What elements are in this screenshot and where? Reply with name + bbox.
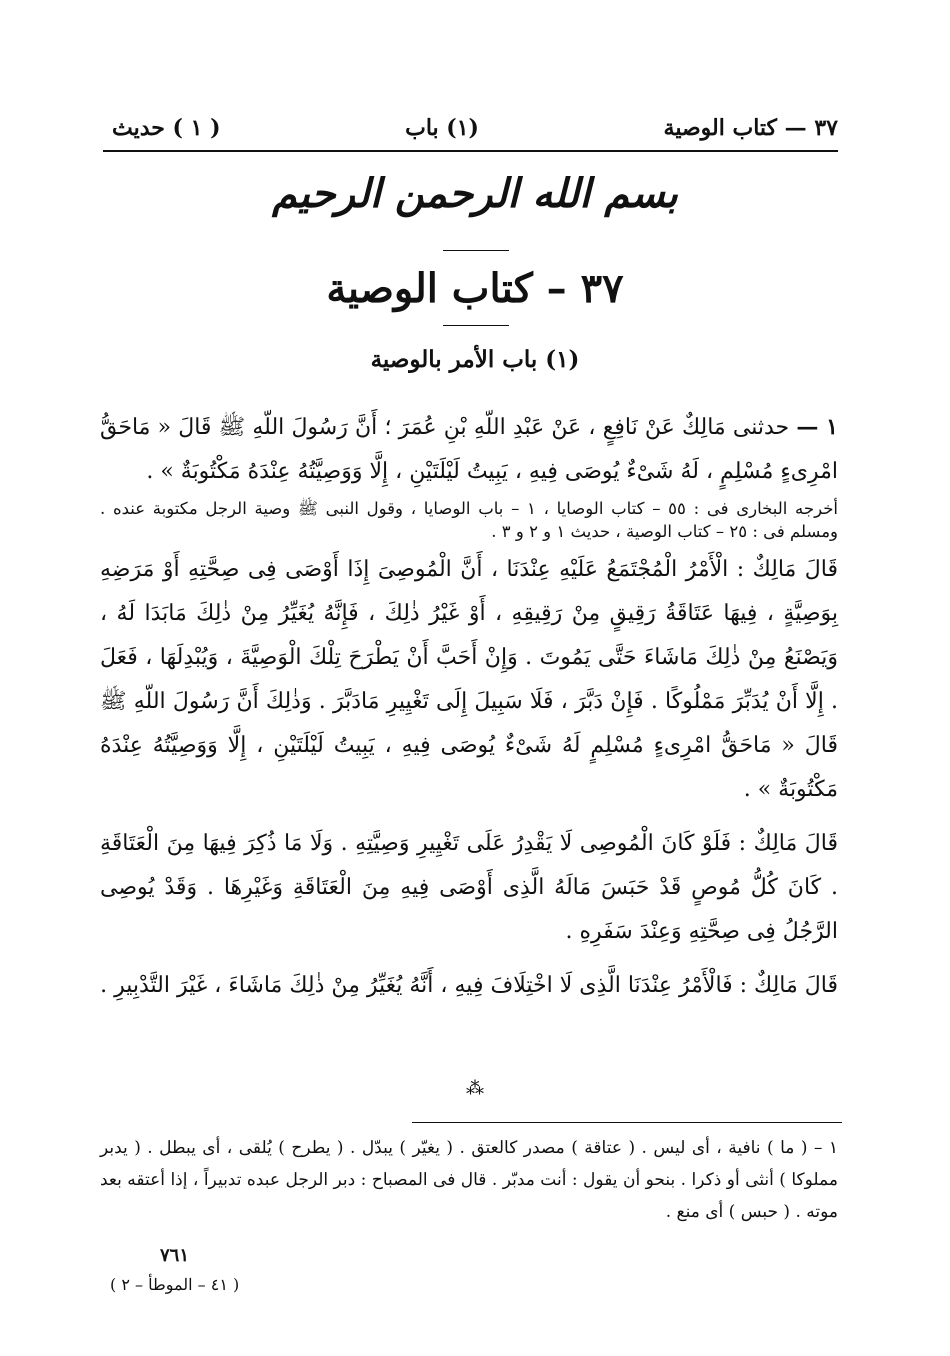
basmala: بسم الله الرحمن الرحيم — [272, 170, 678, 217]
header-hadith: ( ١ ) حديث — [112, 115, 221, 141]
hadith-paragraph — [100, 405, 838, 494]
signature-mark: ( ٤١ – الموطأ – ٢ ) — [110, 1275, 240, 1294]
footnote: ١ – ( ما ) نافية ، أى ليس . ( عتاقة ) مصدر كالعتق . ( يغيّر ) يبدّل . ( يطرح ) يُلقى ، أى يبطل . ( يدبر مملوكا ) أنثى أو ذكرا . بنحو أن يقول : أنت مدبّر . قال فى المصباح : دبر الرجل عبده تدبيراً ، إذا أعتقه بعد موته . ( حبس ) أى منع . — [100, 1138, 838, 1222]
footnotes — [100, 1132, 838, 1228]
header-rule — [103, 150, 838, 152]
header-book-title: ٣٧ — كتاب الوصية — [663, 115, 838, 141]
running-header — [112, 108, 838, 148]
book-title: ٣٧ – كتاب الوصية — [326, 265, 624, 312]
commentary-paragraph: قَالَ مَالِكٌ : فَالْأَمْرُ عِنْدَنَا الَّذِى لَا اخْتِلَافَ فِيهِ ، أَنَّهُ يُغَيِّرُ مِنْ ذٰلِكَ مَاشَاءَ ، غَيْرَ التَّدْبِيرِ . — [100, 973, 838, 998]
commentary-paragraph: قَالَ مَالِكٌ : الْأَمْرُ الْمُجْتَمَعُ عَلَيْهِ عِنْدَنَا ، أَنَّ الْمُوصِىَ إِذَا أَوْصَى فِى صِحَّتِهِ أَوْ مَرَضِهِ بِوَصِيَّةٍ ، فِيهَا عَتَاقَةُ رَقِيقٍ مِنْ رَقِيقِهِ ، أَوْ غَيْرُ ذٰلِكَ ، فَإِنَّهُ يُغَيِّرُ مِنْ ذٰلِكَ مَابَدَا لَهُ ، وَيَصْنَعُ مِنْ ذٰلِكَ مَاشَاءَ حَتَّى يَمُوتَ . وَإِنْ أَحَبَّ أَنْ يَطْرَحَ تِلْكَ الْوَصِيَّةَ ، وَيُبْدِلَهَا ، فَعَلَ . إِلَّا أَنْ يُدَبِّرَ مَمْلُوكًا . فَإِنْ دَبَّرَ ، فَلَا سَبِيلَ إِلَى تَغْيِيرِ مَادَبَّرَ . وَذٰلِكَ أَنَّ رَسُولَ اللّهِ ﷺ قَالَ « مَاحَقُّ امْرِىءٍ مُسْلِمٍ لَهُ شَىْءٌ يُوصَى فِيهِ ، يَبِيتُ لَيْلَتَيْنِ ، إِلَّا وَوَصِيَّتُهُ عِنْدَهُ مَكْتُوبَةٌ » . — [100, 557, 839, 802]
body-text — [100, 405, 838, 1008]
hadith-source: أخرجه البخارى فى : ٥٥ – كتاب الوصايا ، ١ – باب الوصايا ، وقول النبى ﷺ وصية الرجل مكتوبة عنده . ومسلم فى : ٢٥ – كتاب الوصية ، حديث ١ و ٢ و ٣ . — [100, 499, 838, 541]
notes-rule — [412, 1122, 842, 1123]
chapter-title: (١) باب الأمر بالوصية — [370, 346, 580, 373]
divider-top — [443, 250, 509, 251]
hadith-text: حدثنى مَالِكٌ عَنْ نَافِعٍ ، عَنْ عَبْدِ اللّهِ بْنِ عُمَرَ ؛ أَنَّ رَسُولَ اللّهِ ﷺ قَالَ « مَاحَقُّ امْرِىءٍ مُسْلِمٍ ، لَهُ شَىْءٌ يُوصَى فِيهِ ، يَبِيتُ لَيْلَتَيْنِ ، إِلَّا وَوَصِيَّتُهُ عِنْدَهُ مَكْتُوبَةٌ » . — [100, 415, 838, 484]
hadith-number: ١ — — [796, 414, 838, 440]
page-number: ٧٦١ — [160, 1245, 190, 1266]
divider-bottom — [443, 325, 509, 326]
commentary-paragraph: قَالَ مَالِكٌ : فَلَوْ كَانَ الْمُوصِى لَا يَقْدِرُ عَلَى تَغْيِيرِ وَصِيَّتِهِ . وَلَا مَا ذُكِرَ فِيهَا مِنَ الْعَتَاقَةِ . كَانَ كُلُّ مُوصٍ قَدْ حَبَسَ مَالَهُ الَّذِى أَوْصَى فِيهِ مِنَ الْعَتَاقَةِ وَغَيْرِهَا . وَقَدْ يُوصِى الرَّجُلُ فِى صِحَّتِهِ وَعِنْدَ سَفَرِهِ . — [100, 831, 838, 944]
header-chapter: (١) باب — [405, 115, 479, 141]
section-separator: ⁂ — [466, 1078, 484, 1099]
